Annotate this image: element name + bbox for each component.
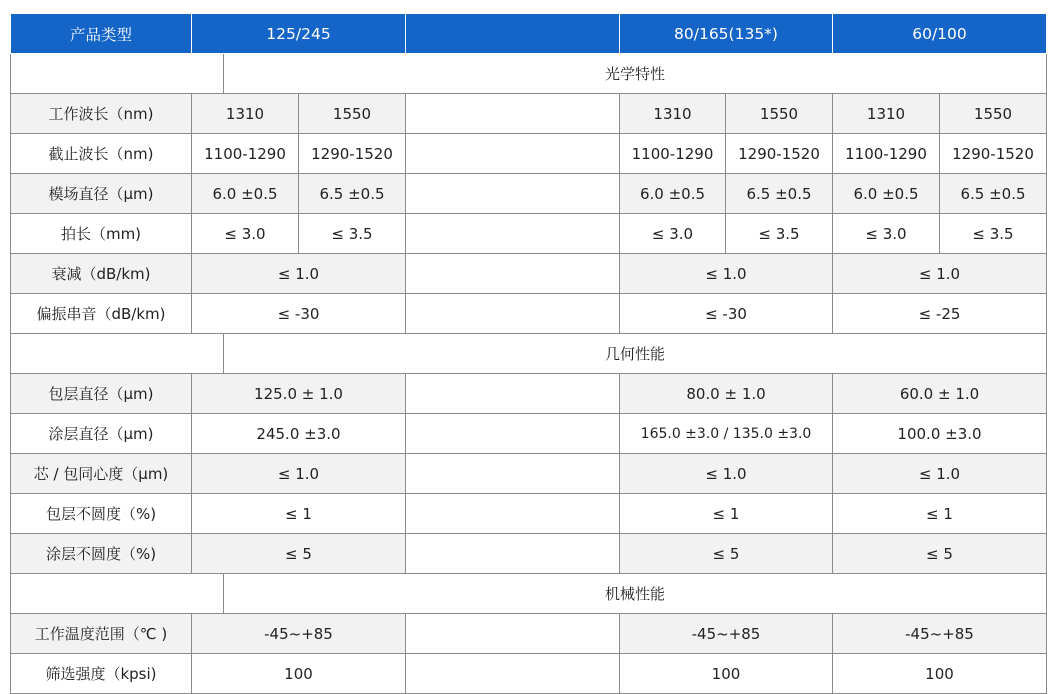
cell-value: 1310 [192, 94, 299, 134]
cell-value: ≤ 1.0 [192, 254, 406, 294]
table-row [11, 654, 1047, 694]
table-row [11, 614, 1047, 654]
table-row [11, 134, 1047, 174]
cell-value: -45~+85 [620, 614, 833, 654]
section-row-geometric [11, 334, 1047, 374]
cell-value: 6.0 ±0.5 [192, 174, 299, 214]
blank-cell [406, 214, 620, 254]
section-spacer [11, 54, 224, 94]
section-spacer [11, 334, 224, 374]
table-row [11, 414, 1047, 454]
cell-value: ≤ 1.0 [620, 454, 833, 494]
header-col-80: 80/165(135*) [620, 14, 833, 54]
section-row-mechanical [11, 574, 1047, 614]
cell-value: 60.0 ± 1.0 [833, 374, 1047, 414]
cell-value: ≤ -30 [620, 294, 833, 334]
row-label: 芯 / 包同心度（μm) [11, 454, 192, 494]
cell-value: ≤ 1.0 [833, 254, 1047, 294]
cell-value: ≤ 3.5 [940, 214, 1047, 254]
section-row-optical [11, 54, 1047, 94]
row-label: 模场直径（μm) [11, 174, 192, 214]
blank-cell [406, 654, 620, 694]
table-row [11, 294, 1047, 334]
blank-cell [406, 454, 620, 494]
table-row [11, 214, 1047, 254]
section-title-optical: 光学特性 [224, 54, 1047, 94]
cell-value: 100 [833, 654, 1047, 694]
cell-value: ≤ 3.0 [620, 214, 726, 254]
cell-value: 100 [620, 654, 833, 694]
cell-value: 80.0 ± 1.0 [620, 374, 833, 414]
blank-cell [406, 614, 620, 654]
header-col-60: 60/100 [833, 14, 1047, 54]
cell-value: -45~+85 [192, 614, 406, 654]
blank-cell [406, 414, 620, 454]
table-row [11, 494, 1047, 534]
section-title-mechanical: 机械性能 [224, 574, 1047, 614]
cell-value: 1290-1520 [940, 134, 1047, 174]
blank-cell [406, 174, 620, 214]
cell-value: ≤ 3.0 [833, 214, 940, 254]
row-label: 筛选强度（kpsi) [11, 654, 192, 694]
cell-value: 1550 [940, 94, 1047, 134]
cell-value: ≤ 1 [833, 494, 1047, 534]
cell-value: 100 [192, 654, 406, 694]
header-row [11, 14, 1047, 54]
cell-value: 125.0 ± 1.0 [192, 374, 406, 414]
blank-cell [406, 534, 620, 574]
cell-value: ≤ 1.0 [192, 454, 406, 494]
cell-value: ≤ 5 [833, 534, 1047, 574]
section-title-geometric: 几何性能 [224, 334, 1047, 374]
row-label: 衰减（dB/km) [11, 254, 192, 294]
cell-value: 6.5 ±0.5 [726, 174, 833, 214]
table-row [11, 254, 1047, 294]
cell-value: 1550 [299, 94, 406, 134]
cell-value: ≤ 1.0 [620, 254, 833, 294]
row-label: 涂层直径（μm) [11, 414, 192, 454]
row-label: 偏振串音（dB/km) [11, 294, 192, 334]
header-product-type: 产品类型 [11, 14, 192, 54]
blank-cell [406, 294, 620, 334]
cell-value: 1100-1290 [620, 134, 726, 174]
cell-value: 1290-1520 [299, 134, 406, 174]
cell-value: 1290-1520 [726, 134, 833, 174]
row-label: 涂层不圆度（%) [11, 534, 192, 574]
table-row [11, 454, 1047, 494]
cell-value: ≤ 3.5 [299, 214, 406, 254]
row-label: 工作波长（nm) [11, 94, 192, 134]
header-blank [406, 14, 620, 54]
cell-value: 1100-1290 [833, 134, 940, 174]
blank-cell [406, 94, 620, 134]
cell-value: 1100-1290 [192, 134, 299, 174]
cell-value: 6.0 ±0.5 [833, 174, 940, 214]
blank-cell [406, 134, 620, 174]
cell-value: 6.5 ±0.5 [940, 174, 1047, 214]
cell-value: 1310 [833, 94, 940, 134]
cell-value: ≤ 3.5 [726, 214, 833, 254]
table-row [11, 534, 1047, 574]
table-row [11, 94, 1047, 134]
header-col-125: 125/245 [192, 14, 406, 54]
cell-value: 1550 [726, 94, 833, 134]
cell-value: 245.0 ±3.0 [192, 414, 406, 454]
cell-value: -45~+85 [833, 614, 1047, 654]
cell-value: ≤ 1 [192, 494, 406, 534]
cell-value: ≤ 3.0 [192, 214, 299, 254]
cell-value: ≤ -25 [833, 294, 1047, 334]
cell-value: ≤ 5 [620, 534, 833, 574]
cell-value: ≤ 1 [620, 494, 833, 534]
row-label: 截止波长（nm) [11, 134, 192, 174]
cell-value: ≤ 5 [192, 534, 406, 574]
section-spacer [11, 574, 224, 614]
cell-value: 6.0 ±0.5 [620, 174, 726, 214]
cell-value: 100.0 ±3.0 [833, 414, 1047, 454]
blank-cell [406, 494, 620, 534]
row-label: 工作温度范围（℃ ) [11, 614, 192, 654]
row-label: 包层不圆度（%) [11, 494, 192, 534]
cell-value: 165.0 ±3.0 / 135.0 ±3.0 [620, 414, 833, 454]
blank-cell [406, 254, 620, 294]
spec-table [10, 13, 1047, 694]
table-row [11, 374, 1047, 414]
row-label: 拍长（mm) [11, 214, 192, 254]
cell-value: 6.5 ±0.5 [299, 174, 406, 214]
row-label: 包层直径（μm) [11, 374, 192, 414]
cell-value: 1310 [620, 94, 726, 134]
blank-cell [406, 374, 620, 414]
table-row [11, 174, 1047, 214]
cell-value: ≤ 1.0 [833, 454, 1047, 494]
cell-value: ≤ -30 [192, 294, 406, 334]
